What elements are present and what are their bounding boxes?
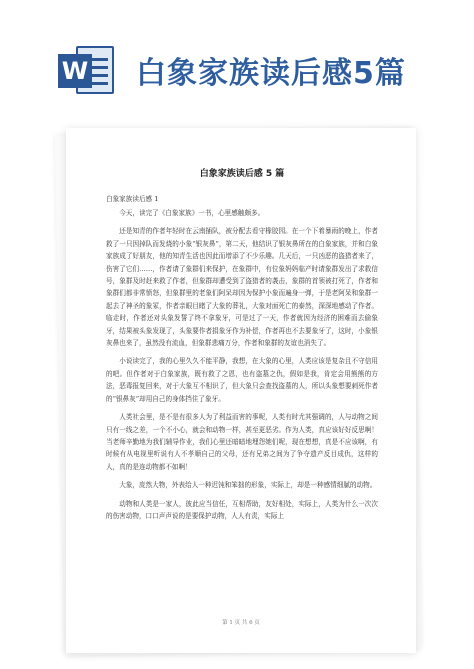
word-document-icon bbox=[58, 42, 116, 98]
header-banner bbox=[0, 0, 474, 120]
paragraph: 小说读完了，我的心里久久不能平静，我想，在大象的心里，人类应该是复杂且不守信用的吧。但作者对于白象家族，既有救了之恩，也有盗墓之仇，假如是我，肯定会用熊熊的方法，恶毒报复回来，对于大象互不相识了，但大象只会查找盗墓的人，所以头象想要刺死作者的“银鼻灰”却用自己的身体挡住了象牙。 bbox=[106, 357, 378, 403]
document-page bbox=[66, 128, 416, 653]
page-number: 第 1 页 共 6 页 bbox=[222, 620, 260, 626]
document-subheading: 白象家族读后感 1 bbox=[106, 195, 159, 203]
document-title: 白象家族读后感 5 篇 bbox=[199, 169, 285, 179]
paragraph: 还是知青的作者年轻时在云南插队，被分配去看守橡胶园。在一个下着暴雨的晚上，作者救了一只因掉队而发烧的小象“银灰鼻”，第二天，他结识了银灰鼻所在的白象家族，并和白象家族成了好朋友，他的知青生活也因此而增添了不少乐趣。几天后，一只凶恶的盗猎者来了，伤害了它们……，作者请了象群们来保护，在象群中，有位象妈妈临产时请象群发出了求救信号，象群及时赶来救了作者，但象群却遭受到了盗猎者的袭击，象群的首领被打死了，作者和象群们都非常愤怒，但象群里的老象们阿呆却因为保护小象而遍身一弹，于是老阿呆和象群一起去了神圣的象冢，作者亲眼目睹了大象的葬礼，大象对面死亡的泰然，深深地感动了作者。临走时，作者还对头象发誓了终不拿象牙，可是过了一天，作者就因为经济的困难而去偷象牙，结果被头象发现了，头象要作者捐象牙作为补偿，作者再也不去要象牙了，这时，小象银灰鼻也来了，虽然没有流血，但象群悲痛万分，作者和象群的友谊也消失了。 bbox=[106, 227, 378, 348]
paragraph: 动物和人类是一家人，彼此应当信任，互相帮助，友好相处，实际上，人类为什么一次次的伤害动物，口口声声说的是要保护动物，人人有责，实际上 bbox=[106, 499, 378, 520]
paragraph: 大象，庞然大物，外表给人一种迟钝和笨拙的形象，实际上，却是一种感情细腻的动物。 bbox=[119, 481, 377, 490]
paragraph: 今天，读完了《白象家族》一书，心里感触颇多。 bbox=[119, 209, 265, 217]
paragraph: 人类社会里，是不是有很多人为了利益而害的事呢，人类有时尤其强调的，人与动物之间只有一线之差，一个不小心，就会和动物一样，甚至更恶劣。作为人类，真应该好好反思啊！当老师辛勤地为我们辅导作业，我们心里还暗暗地埋怨她们呢，现在想想，真是不应该啊，有时候有从电视里听说有人不孝顺自己的父母，还有兄弟之间为了争夺遗产反目成仇，这样的人，真的是连动物都不如啊！ bbox=[106, 413, 378, 471]
page-title: 白象家族读后感5篇 bbox=[136, 56, 406, 91]
word-badge: W bbox=[58, 54, 92, 88]
